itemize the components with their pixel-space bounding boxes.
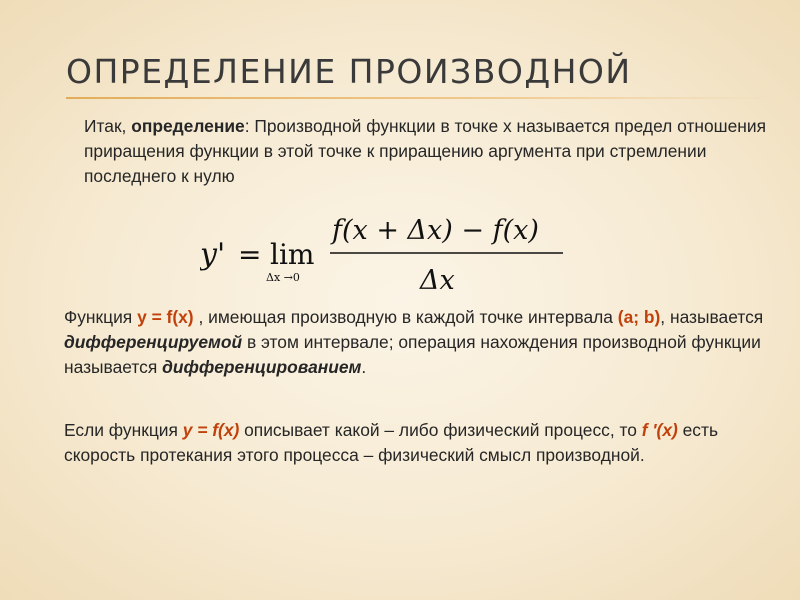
differentiability-paragraph [64, 305, 784, 380]
phys-function: y = f(x) [182, 420, 240, 440]
phys-derivative: f '(x) [641, 420, 678, 440]
derivative-formula [200, 206, 580, 296]
formula-equals: = [238, 238, 262, 271]
definition-text: : Производной функции в точке х называется предел отношения приращения функции в этой точке к приращению аргумента при стремлении последнего к нулю [84, 116, 767, 186]
title-divider [66, 97, 778, 99]
phys-text-2: описывает какой – либо физический процесс, то [239, 420, 642, 440]
diff-text-2: , имеющая производную в каждой точке интервала [193, 307, 618, 327]
diff-text-3: , называется [660, 307, 764, 327]
diff-text-1: Функция [64, 307, 138, 327]
slide-title: ОПРЕДЕЛЕНИЕ ПРОИЗВОДНОЙ [66, 52, 632, 91]
formula-lhs: y' [200, 237, 226, 272]
formula-lim-subscript: Δx →0 [266, 271, 300, 284]
diff-term-differentiable: дифференцируемой [64, 332, 243, 352]
formula-numerator: f(x + Δx) − f(x) [332, 215, 539, 246]
diff-text-4: в этом интервале; операция нахождения производной функции называется [64, 332, 761, 377]
diff-term-differentiation: дифференцированием [162, 357, 362, 377]
definition-paragraph [84, 114, 784, 189]
phys-text-1: Если функция [64, 420, 183, 440]
definition-lead: Итак, [84, 116, 132, 136]
formula-lim: lim [270, 238, 315, 271]
diff-text-5: . [361, 357, 367, 377]
diff-function: y = f(x) [137, 307, 194, 327]
physics-paragraph [64, 418, 784, 468]
diff-interval: (a; b) [617, 307, 661, 327]
phys-text-3: есть скорость протекания этого процесса – физический смысл производной. [64, 420, 719, 465]
formula-denominator: Δx [420, 265, 455, 296]
definition-term: определение [131, 116, 245, 136]
